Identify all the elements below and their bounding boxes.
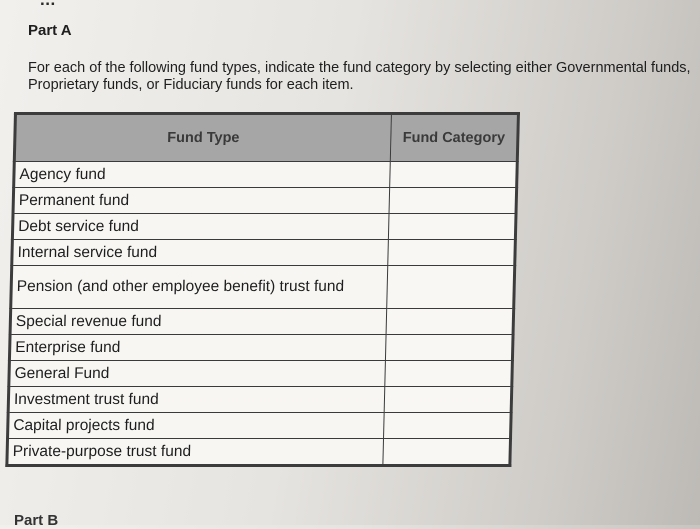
- table-row: [9, 361, 513, 387]
- fund-category-cell[interactable]: [388, 240, 516, 266]
- fund-category-cell[interactable]: [385, 335, 513, 361]
- fund-category-cell[interactable]: [384, 413, 512, 439]
- fund-type-cell: Permanent fund: [13, 188, 390, 214]
- fund-category-cell[interactable]: [386, 309, 514, 335]
- fund-type-cell: Enterprise fund: [9, 335, 386, 361]
- fund-category-cell[interactable]: [385, 361, 513, 387]
- fund-table: [5, 112, 520, 467]
- fund-category-cell[interactable]: [387, 266, 515, 309]
- instructions-line: For each of the following fund types, indicate the fund category by selecting either Governmental funds, Proprietary funds, or Fiduciary funds for each item.: [28, 60, 691, 93]
- fund-type-cell: Debt service fund: [12, 214, 389, 240]
- table-row: [8, 387, 512, 413]
- fund-category-cell[interactable]: [389, 188, 517, 214]
- table-row: [7, 439, 511, 466]
- table-row: [12, 240, 516, 266]
- fund-type-cell: Private-purpose trust fund: [7, 439, 384, 466]
- fund-category-cell[interactable]: [383, 439, 511, 466]
- table-row: [11, 266, 515, 309]
- header-fund-type: Fund Type: [14, 114, 391, 162]
- fund-type-cell: Pension (and other employee benefit) trust fund: [11, 266, 388, 309]
- fund-type-cell: General Fund: [9, 361, 386, 387]
- table-row: [14, 162, 518, 188]
- table-row: [9, 335, 513, 361]
- fund-type-cell: Capital projects fund: [8, 413, 385, 439]
- fund-type-cell: Agency fund: [14, 162, 391, 188]
- fund-category-cell[interactable]: [384, 387, 512, 413]
- table-header-row: [14, 114, 518, 162]
- part-a-heading: Part A: [28, 22, 72, 39]
- table-row: [8, 413, 512, 439]
- fund-type-cell: Internal service fund: [12, 240, 389, 266]
- fund-type-cell: Investment trust fund: [8, 387, 385, 413]
- table-row: [12, 214, 516, 240]
- part-b-heading: Part B: [14, 512, 59, 529]
- cut-off-heading: [40, 0, 56, 10]
- fund-category-cell[interactable]: [390, 162, 518, 188]
- fund-category-cell[interactable]: [388, 214, 516, 240]
- fund-type-cell: Special revenue fund: [10, 309, 387, 335]
- instructions-text: [28, 60, 700, 94]
- header-fund-category: Fund Category: [390, 114, 518, 162]
- fund-table-container: [5, 112, 520, 467]
- table-row: [10, 309, 514, 335]
- table-row: [13, 188, 517, 214]
